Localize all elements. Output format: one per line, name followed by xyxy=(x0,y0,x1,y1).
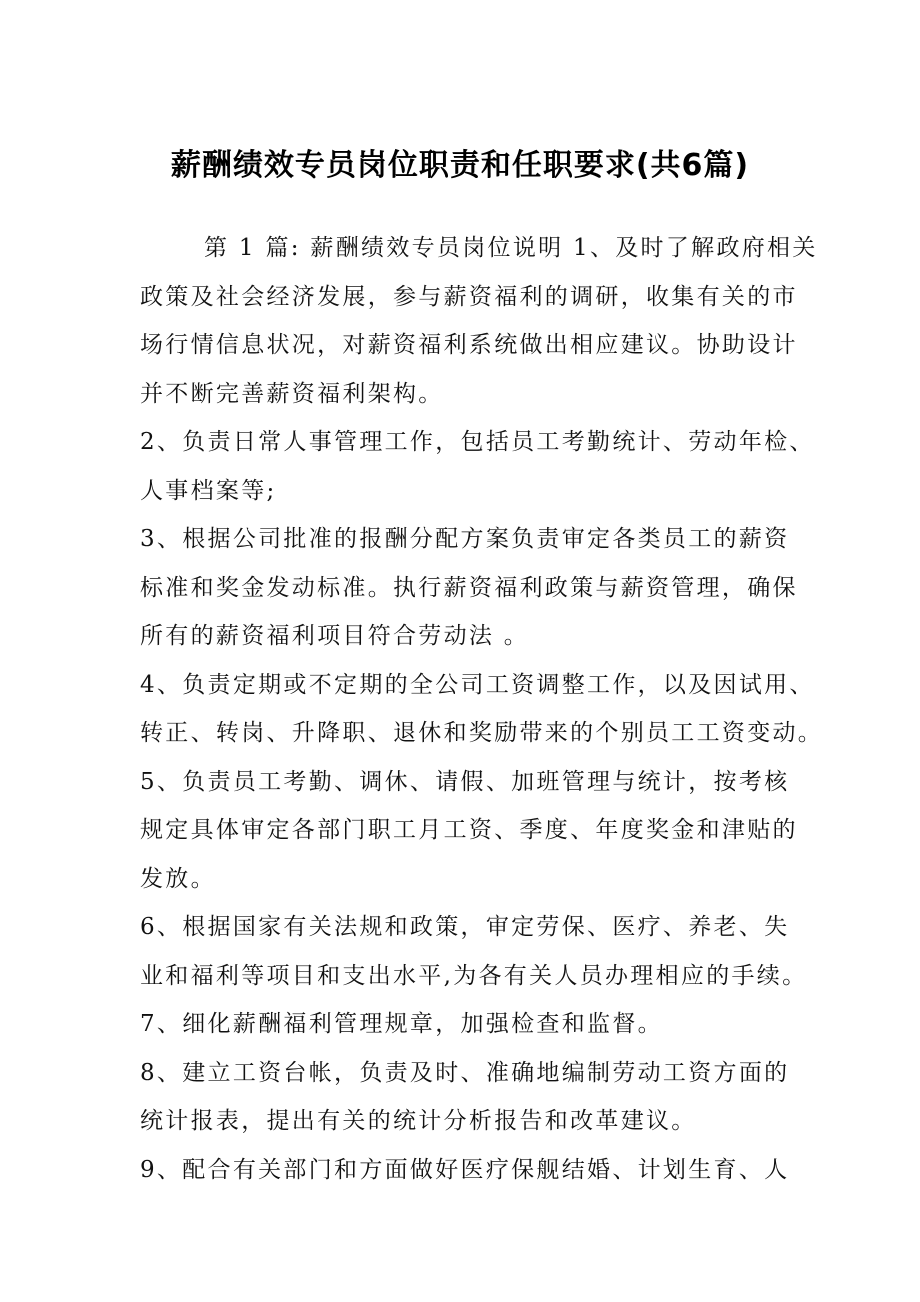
text-line: 5、负责员工考勤、调休、请假、加班管理与统计，按考核 xyxy=(140,768,790,795)
document-title: 薪酬绩效专员岗位职责和任职要求(共6篇) xyxy=(170,148,750,183)
text-line: 场行情信息状况，对薪资福利系统做出相应建议。协助设计 xyxy=(140,332,798,358)
text-line: 3、根据公司批准的报酬分配方案负责审定各类员工的薪资 xyxy=(140,526,790,552)
text-line: 9、配合有关部门和方面做好医疗保舰结婚、计划生育、人 xyxy=(140,1156,790,1183)
text-line: 转正、转岗、升降职、退休和奖励带来的个别员工工资变动。 xyxy=(140,720,824,746)
text-line: 统计报表，提出有关的统计分析报告和改革建议。 xyxy=(140,1108,697,1134)
text-line: 6、根据国家有关法规和政策，审定劳保、医疗、养老、失 xyxy=(140,914,790,940)
paragraph-5 xyxy=(140,758,800,904)
paragraph-4 xyxy=(140,661,824,758)
text-line: 4、负责定期或不定期的全公司工资调整工作，以及因试用、 xyxy=(140,671,815,698)
paragraph-2 xyxy=(140,418,815,515)
text-line: 发放。 xyxy=(140,865,216,892)
paragraph-1 xyxy=(140,224,818,418)
text-line: 2、负责日常人事管理工作，包括员工考勤统计、劳动年检、 xyxy=(140,429,815,455)
text-line: 标准和奖金发动标准。执行薪资福利政策与薪资管理，确保 xyxy=(140,574,798,601)
paragraph-8 xyxy=(140,1049,800,1146)
paragraph-3 xyxy=(140,515,800,661)
paragraph-9 xyxy=(140,1146,800,1195)
text-line: 业和福利等项目和支出水平,为各有关人员办理相应的手续。 xyxy=(140,962,808,989)
text-line: 规定具体审定各部门职工月工资、季度、年度奖金和津贴的 xyxy=(140,817,798,843)
paragraph-7 xyxy=(140,1000,800,1049)
paragraph-6 xyxy=(140,903,808,1000)
text-line: 所有的薪资福利项目符合劳动法 。 xyxy=(140,623,530,649)
text-line: 第 1 篇: 薪酬绩效专员岗位说明 1、及时了解政府相关 xyxy=(204,235,818,261)
text-line: 8、建立工资台帐，负责及时、准确地编制劳动工资方面的 xyxy=(140,1059,790,1086)
text-line: 并不断完善薪资福利架构。 xyxy=(140,380,444,407)
text-line: 人事档案等; xyxy=(140,477,277,504)
document-body xyxy=(140,224,824,1194)
text-line: 7、细化薪酬福利管理规章，加强检查和监督。 xyxy=(140,1011,663,1037)
text-line: 政策及社会经济发展，参与薪资福利的调研，收集有关的市 xyxy=(140,283,798,310)
